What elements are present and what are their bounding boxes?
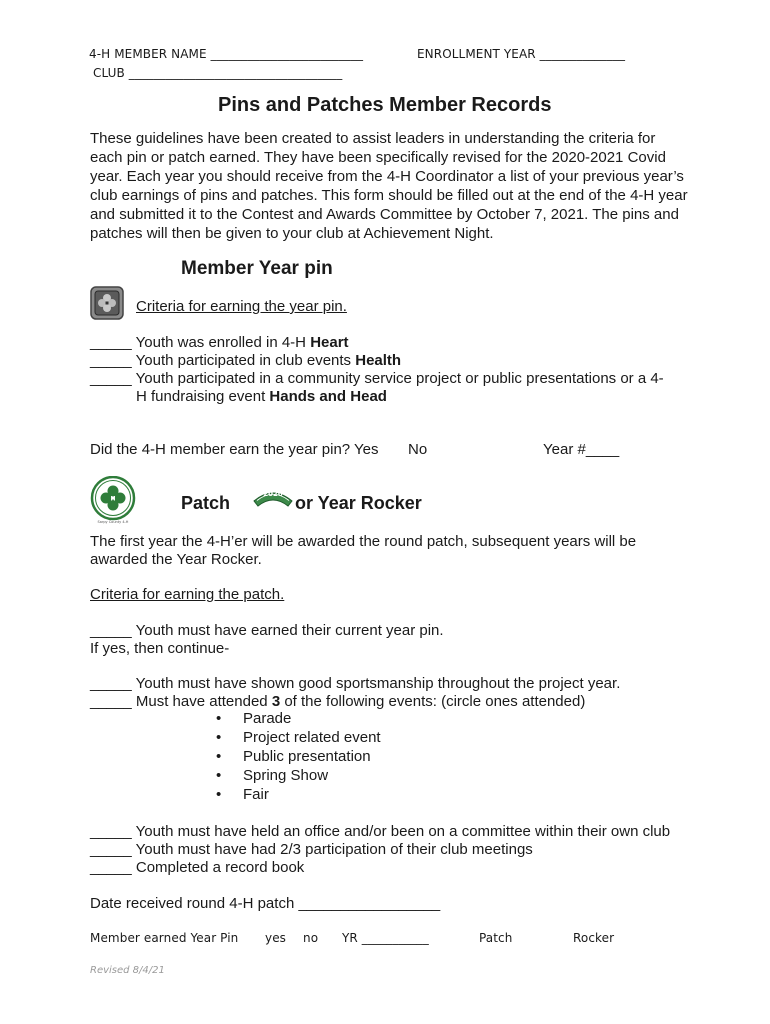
year-pin-criterion-2 xyxy=(90,351,401,370)
year-pin-no: No xyxy=(408,441,428,458)
year-pin-criterion-1 xyxy=(90,333,349,352)
criterion-text: _____ Must have attended xyxy=(90,693,272,710)
criterion-text: Youth participated in club events xyxy=(135,352,356,369)
year-pin-criteria-heading: Criteria for earning the year pin. xyxy=(136,298,347,315)
footer-yr-field: YR ___________ xyxy=(342,931,429,945)
member-name-field: 4-H MEMBER NAME _________________________ xyxy=(89,47,364,61)
criterion-blank: _____ xyxy=(90,352,132,369)
criterion-count: 3 xyxy=(271,693,281,710)
events-list xyxy=(216,709,381,804)
footer-patch: Patch xyxy=(479,931,513,945)
criterion-keyword: Hands and Head xyxy=(269,388,387,405)
criterion-blank: _____ xyxy=(90,334,132,351)
page-title: Pins and Patches Member Records xyxy=(218,94,552,116)
intro-paragraph: These guidelines have been created to assist leaders in understanding the criteria for each pin or patch earned. They have been specifically revised for the 2020-2021 Covid year. Each year you should receive from the 4-H Coordinator a list of your previous year’s club earnings of pins and patches. This form should be filled out at the end of the 4-H year and submitted it to the Contest and Awards Committee by October 7, 2021. The pins and patches will then be given to your club at Achievement Night. xyxy=(90,130,688,242)
event-item: • Parade xyxy=(216,709,381,728)
year-pin-criterion-3 xyxy=(90,369,664,388)
patch-description-line-2: awarded the Year Rocker. xyxy=(90,551,262,568)
enrollment-year-field: ENROLLMENT YEAR ______________ xyxy=(417,47,626,61)
club-field: CLUB ___________________________________ xyxy=(93,66,343,80)
criterion-text: Youth participated in a community service project or public presentations or a 4- xyxy=(135,370,664,387)
patch-criteria-heading: Criteria for earning the patch. xyxy=(90,586,285,603)
rocker-year-label: 2020 xyxy=(263,490,283,498)
event-item: • Project related event xyxy=(216,728,381,747)
patch-criterion-1: _____ Youth must have earned their current year pin. xyxy=(90,622,444,639)
footer-yes: yes xyxy=(265,931,287,945)
footer-rocker: Rocker xyxy=(573,931,615,945)
criterion-text: Youth was enrolled in 4-H xyxy=(135,334,311,351)
clover-caption: Sarpy County 4-H xyxy=(97,520,129,524)
svg-text:H: H xyxy=(110,495,116,503)
patch-continue-note: If yes, then continue- xyxy=(90,640,230,657)
event-item: • Public presentation xyxy=(216,747,381,766)
date-received-field: Date received round 4-H patch _________________ xyxy=(90,895,441,912)
patch-criterion-2: _____ Youth must have shown good sportsmanship throughout the project year. xyxy=(90,675,621,692)
year-pin-question: Did the 4-H member earn the year pin? Yes xyxy=(90,441,379,458)
year-rocker-icon xyxy=(252,487,294,507)
year-pin-criterion-3-cont xyxy=(136,387,387,406)
year-pin-icon xyxy=(90,286,124,320)
event-item: • Fair xyxy=(216,785,381,804)
criterion-text: of the following events: (circle ones attended) xyxy=(280,693,586,710)
criterion-keyword: Heart xyxy=(310,334,349,351)
year-pin-year-number: Year #____ xyxy=(543,441,620,458)
clover-patch-icon xyxy=(90,476,136,526)
criterion-text: H fundraising event xyxy=(136,388,270,405)
revised-date: Revised 8/4/21 xyxy=(90,965,165,976)
patch-description-line-1: The first year the 4-H’er will be awarded the round patch, subsequent years will be xyxy=(90,533,637,550)
year-pin-heading: Member Year pin xyxy=(181,258,333,279)
event-item: • Spring Show xyxy=(216,766,381,785)
year-rocker-heading: or Year Rocker xyxy=(295,493,422,513)
criterion-keyword: Health xyxy=(355,352,402,369)
patch-criterion-4: _____ Youth must have held an office and/or been on a committee within their own club xyxy=(90,823,671,840)
member-earned-label: Member earned Year Pin xyxy=(90,931,239,945)
patch-criterion-6: _____ Completed a record book xyxy=(90,859,305,876)
criterion-blank: _____ xyxy=(90,370,132,387)
patch-heading: Patch xyxy=(181,493,231,513)
patch-criterion-5: _____ Youth must have had 2/3 participation of their club meetings xyxy=(90,841,533,858)
footer-no: no xyxy=(303,931,319,945)
